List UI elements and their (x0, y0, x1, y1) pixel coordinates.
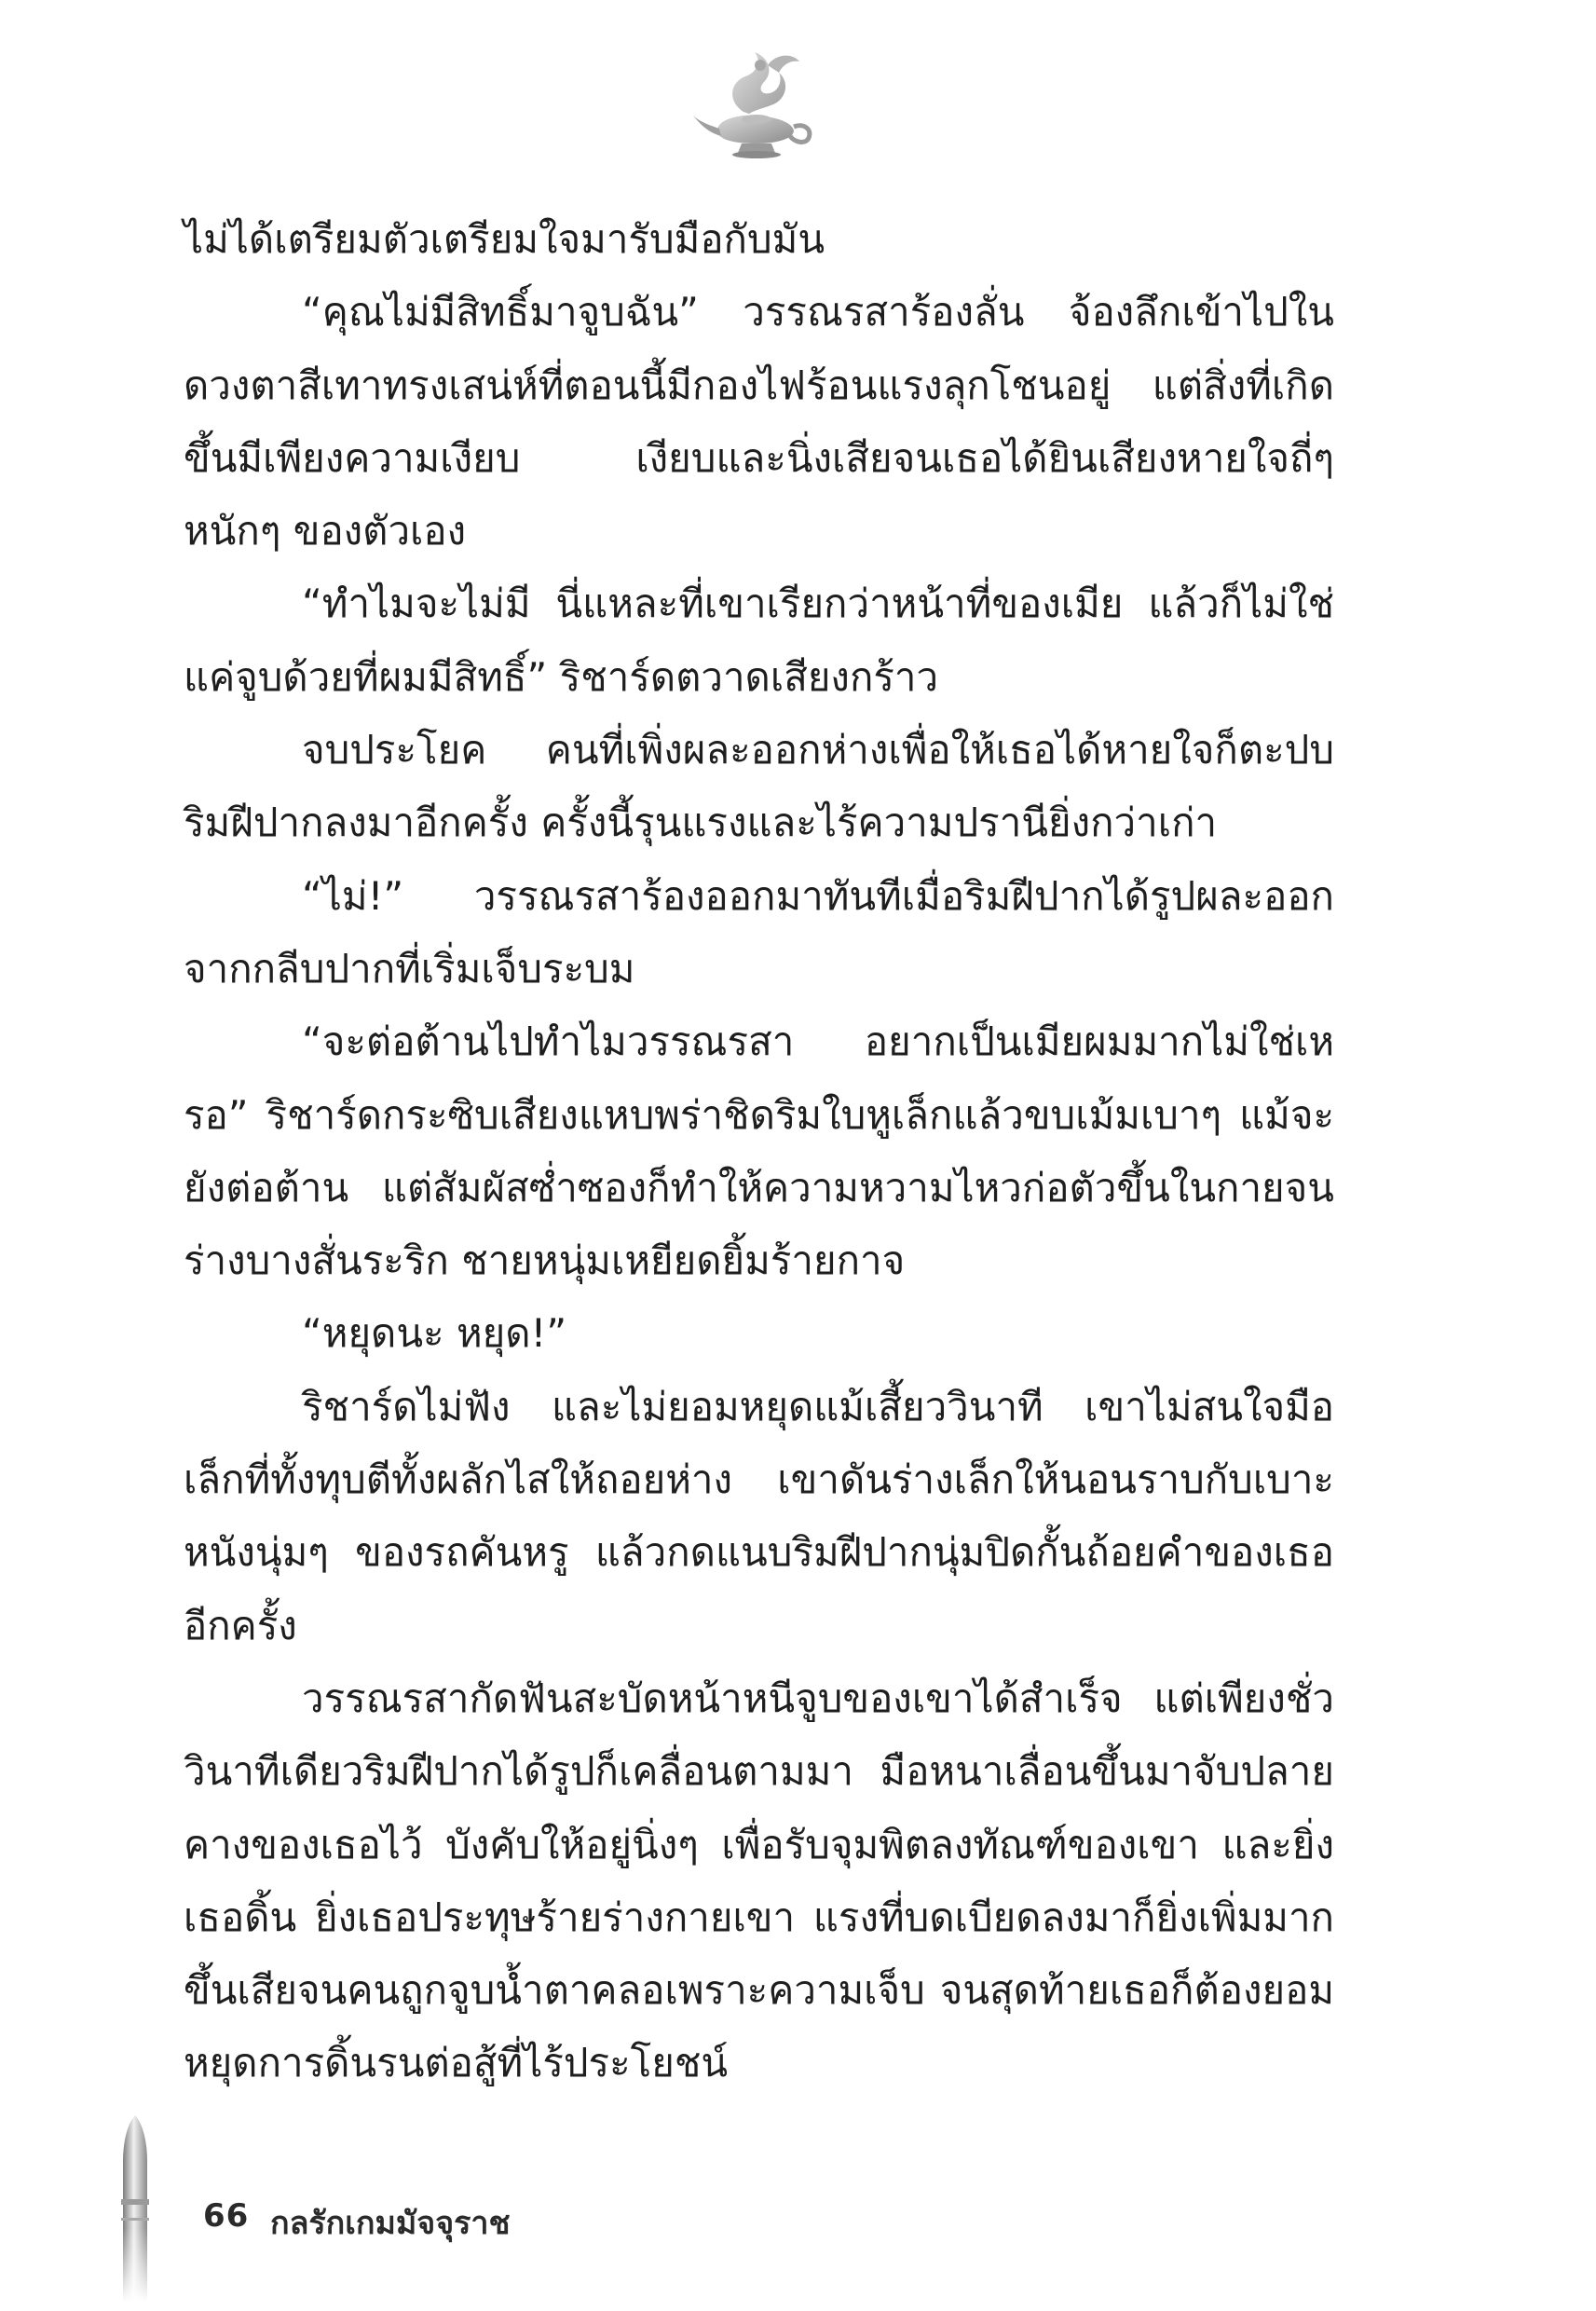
paragraph: ริชาร์ดไม่ฟัง และไม่ยอมหยุดแม้เสี้ยววินาที เขาไม่สนใจมือเล็กที่ทั้งทุบตีทั้งผลักไสให้ถอยห่าง เขาดันร่างเล็กให้นอนราบกับเบาะหนังนุ่มๆ ของรถคันหรู แล้วกดแนบริมฝีปากนุ่มปิดกั้นถ้อยคำของเธออีกครั้ง (184, 1383, 1334, 1648)
bullet-icon (119, 2115, 151, 2302)
paragraph: จบประโยค คนที่เพิ่งผละออกห่างเพื่อให้เธอได้หายใจก็ตะปบริมฝีปากลงมาอีกครั้ง ครั้งนี้รุนแรงและไร้ความปรานียิ่งกว่าเก่า (184, 727, 1334, 846)
genie-lamp-icon (689, 45, 820, 166)
paragraph: “หยุดนะ หยุด!” (302, 1310, 567, 1357)
paragraph: “ไม่!” วรรณรสาร้องออกมาทันทีเมื่อริมฝีปากได้รูปผละออกจากกลีบปากที่เริ่มเจ็บระบม (184, 872, 1334, 991)
page-footer (119, 2115, 958, 2302)
paragraph: ไม่ได้เตรียมตัวเตรียมใจมารับมือกับมัน (184, 216, 825, 262)
page-number: 66 (203, 2197, 250, 2235)
body-text (184, 203, 1334, 2100)
paragraph: วรรณรสากัดฟันสะบัดหน้าหนีจูบของเขาได้สำเร็จ แต่เพียงชั่ววินาทีเดียวริมฝีปากได้รูปก็เคลื่อนตามมา มือหนาเลื่อนขึ้นมาจับปลายคางของเธอไว้ บังคับให้อยู่นิ่งๆ เพื่อรับจุมพิตลงทัณฑ์ของเขา และยิ่งเธอดิ้น ยิ่งเธอประทุษร้ายร่างกายเขา แรงที่บดเบียดลงมาก็ยิ่งเพิ่มมากขึ้นเสียจนคนถูกจูบน้ำตาคลอเพราะความเจ็บ จนสุดท้ายเธอก็ต้องยอมหยุดการดิ้นรนต่อสู้ที่ไร้ประโยชน์ (184, 1675, 1334, 2086)
paragraph: “จะต่อต้านไปทำไมวรรณรสา อยากเป็นเมียผมมากไม่ใช่เหรอ” ริชาร์ดกระซิบเสียงแหบพร่าชิดริมใบหูเล็กแล้วขบเม้มเบาๆ แม้จะยังต่อต้าน แต่สัมผัสซ่ำซองก็ทำให้ความหวามไหวก่อตัวขึ้นในกายจนร่างบางสั่นระริก ชายหนุ่มเหยียดยิ้มร้ายกาจ (184, 1019, 1334, 1284)
book-title: กลรักเกมมัจจุราช (270, 2205, 511, 2242)
paragraph: “คุณไม่มีสิทธิ์มาจูบฉัน” วรรณรสาร้องลั่น จ้องลึกเข้าไปในดวงตาสีเทาทรงเสน่ห์ที่ตอนนี้มีกองไฟร้อนแรงลุกโชนอยู่ แต่สิ่งที่เกิดขึ้นมีเพียงความเงียบ เงียบและนิ่งเสียจนเธอได้ยินเสียงหายใจถี่ๆ หนักๆ ของตัวเอง (184, 289, 1334, 554)
paragraph: “ทำไมจะไม่มี นี่แหละที่เขาเรียกว่าหน้าที่ของเมีย แล้วก็ไม่ใช่แค่จูบด้วยที่ผมมีสิทธิ์” ริชาร์ดตวาดเสียงกร้าว (184, 581, 1334, 700)
